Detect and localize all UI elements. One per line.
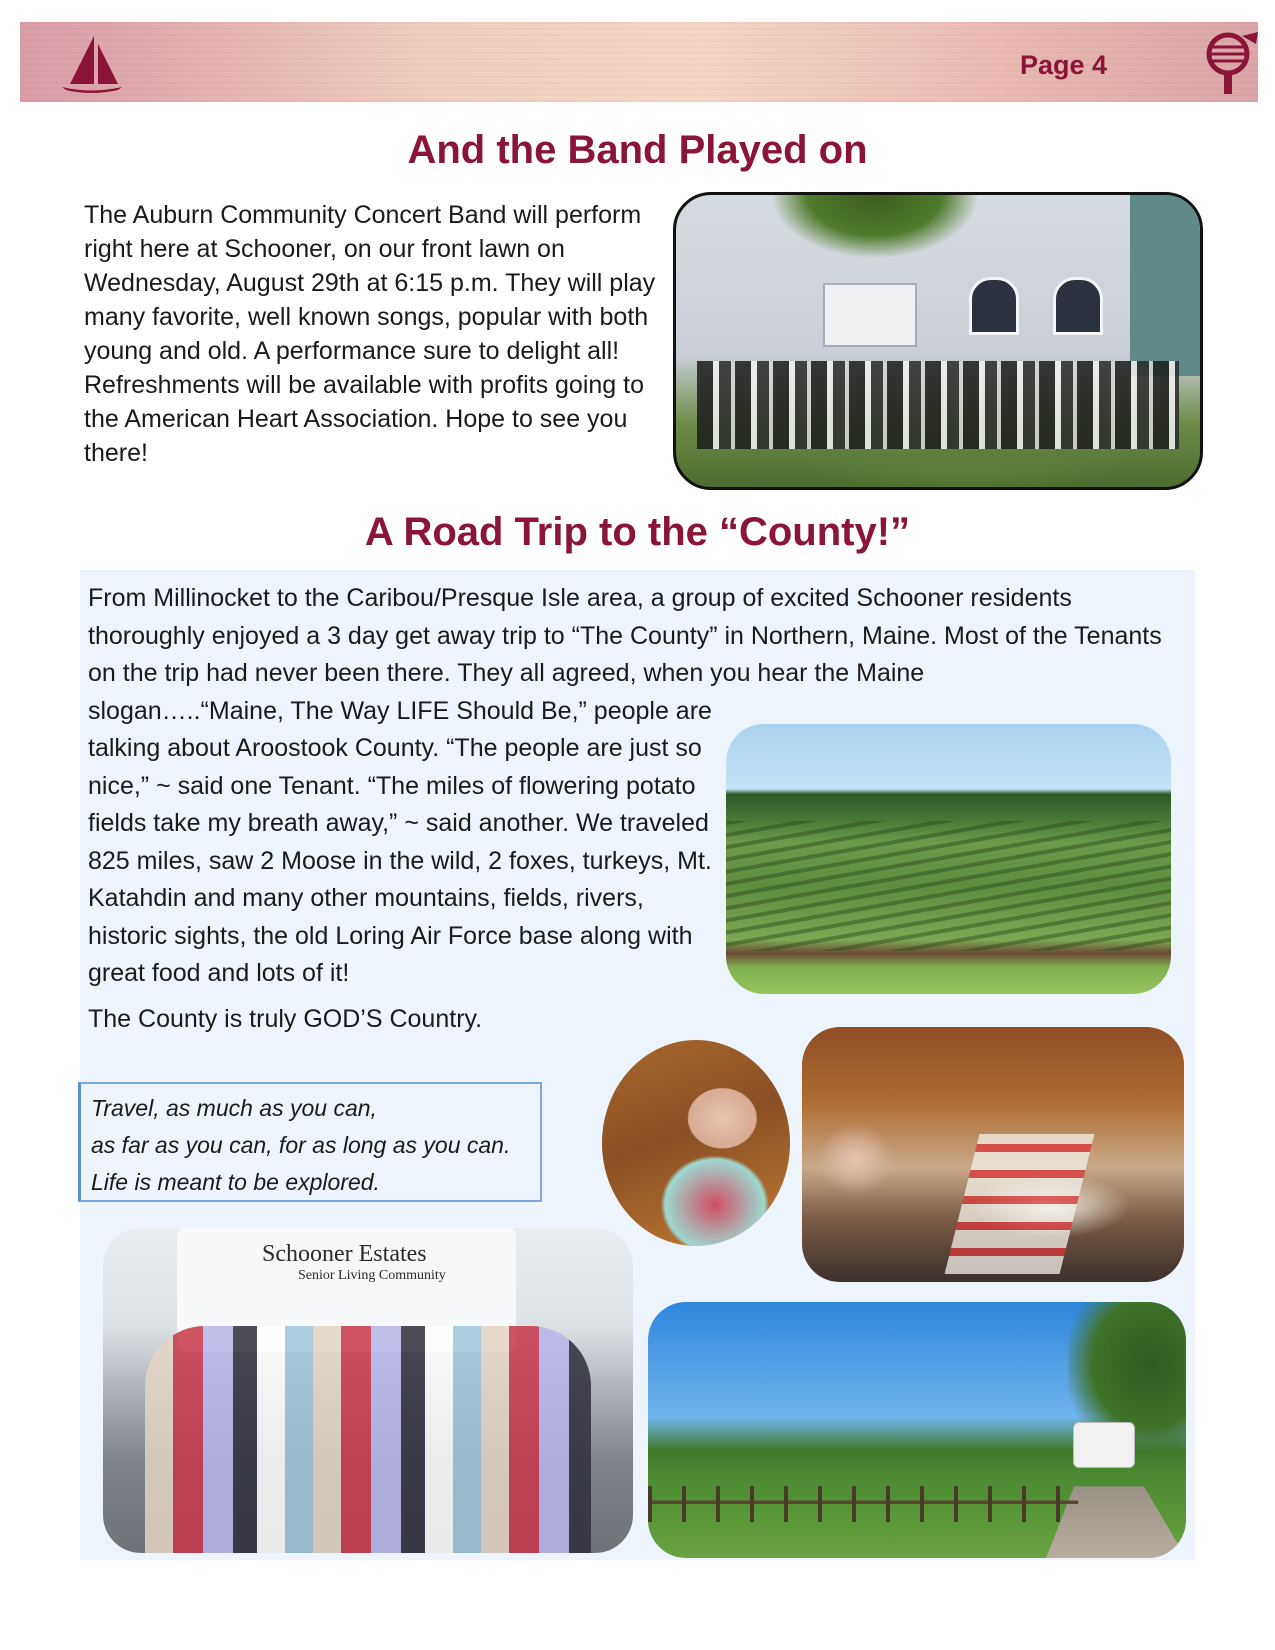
quote-line-2: as far as you can, for as long as you can. bbox=[91, 1132, 511, 1158]
bus-vehicle bbox=[1073, 1422, 1135, 1468]
page-header bbox=[20, 22, 1258, 102]
quote-line-3: Life is meant to be explored. bbox=[91, 1169, 380, 1195]
potato-field-photo bbox=[726, 724, 1171, 994]
sailboat-icon bbox=[56, 32, 126, 94]
band-article-body: The Auburn Community Concert Band will perform right here at Schooner, on our front lawn on Wednesday, August 29th at 6:15 p.m. They will play many favorite, well known songs, popular with both young and old. A performance sure to delight all! Refreshments will be available with profits going to the American Heart Association. Hope to see you there! bbox=[84, 201, 656, 467]
travel-quote bbox=[78, 1082, 542, 1202]
microphone-icon bbox=[1204, 30, 1260, 96]
band-article-title: And the Band Played on bbox=[407, 128, 868, 172]
road-trip-title: A Road Trip to the “County!” bbox=[364, 510, 911, 554]
bus-logo-tagline: Senior Living Community bbox=[298, 1268, 446, 1283]
group-bus-photo bbox=[103, 1228, 633, 1553]
road-trip-closing: The County is truly GOD’S Country. bbox=[88, 1004, 483, 1033]
concert-band-photo bbox=[673, 192, 1203, 490]
horses-pasture-photo bbox=[648, 1302, 1186, 1558]
resident-dining-photo bbox=[602, 1040, 790, 1246]
bus-logo-name: Schooner Estates bbox=[262, 1241, 427, 1267]
quote-line-1: Travel, as much as you can, bbox=[91, 1095, 377, 1121]
road-trip-body: slogan…..“Maine, The Way LIFE Should Be,” people are talking about Aroostook County. “The people are just so nice,” ~ said one Tenant. “The miles of flowering potato fields take my breath away,” ~ said another. We traveled 825 miles, saw 2 Moose in the wild, 2 foxes, turkeys, Mt. Katahdin and many other mountains, fields, rivers, historic sights, the old Loring Air Force base along with great food and lots of it! bbox=[88, 696, 712, 987]
group-dinner-photo bbox=[802, 1027, 1184, 1282]
residents-group bbox=[145, 1326, 590, 1554]
road-trip-intro: From Millinocket to the Caribou/Presque Isle area, a group of excited Schooner residents thoroughly enjoyed a 3 day get away trip to “The County” in Northern, Maine. Most of the Tenants on the trip had never been there. They all agreed, when you hear the Maine bbox=[88, 584, 1162, 687]
bus-logo bbox=[262, 1241, 446, 1284]
page-number: Page 4 bbox=[1020, 50, 1108, 80]
